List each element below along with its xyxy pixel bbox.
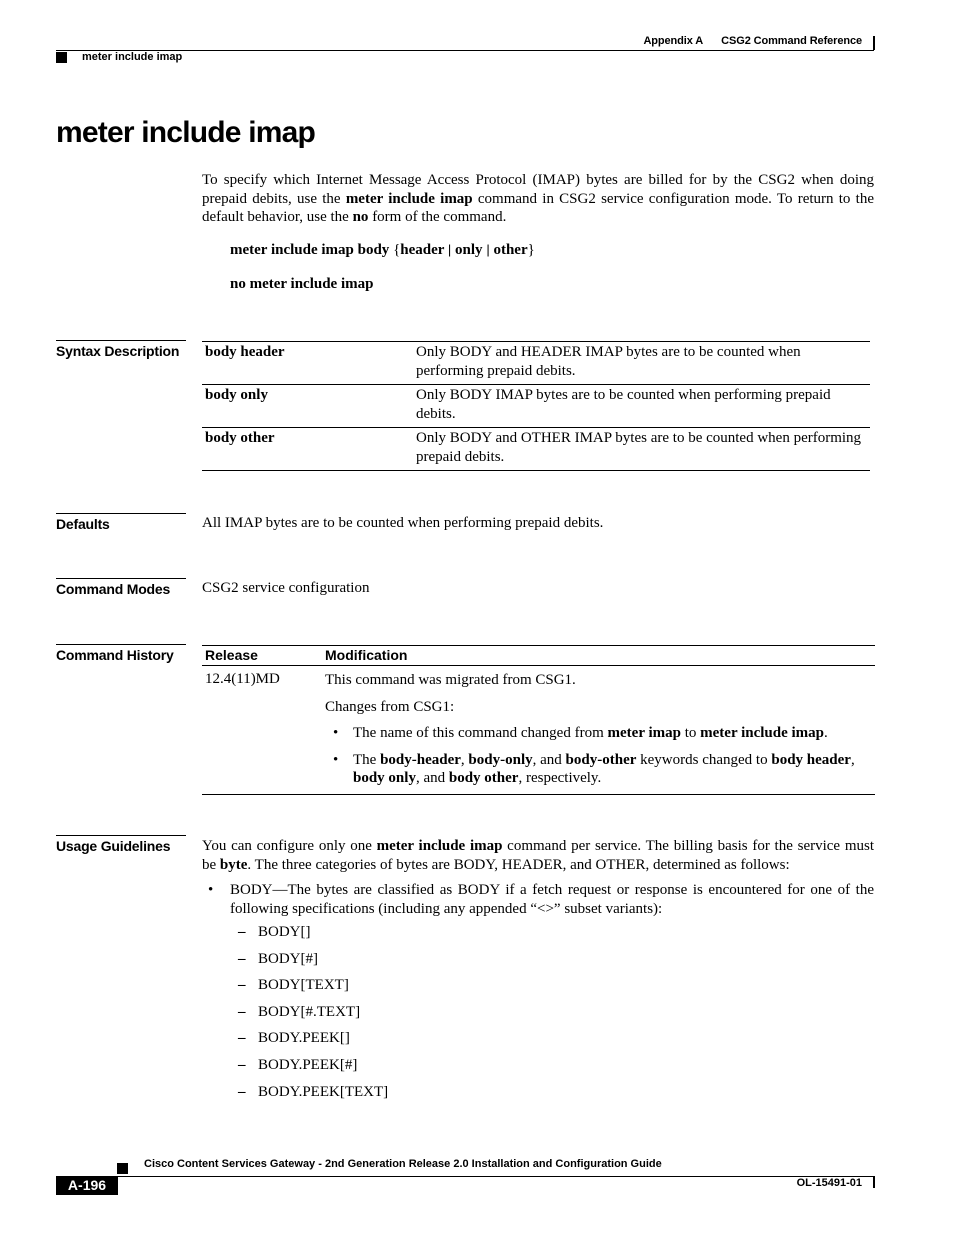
table-row (202, 427, 870, 471)
defaults-text: All IMAP bytes are to be counted when performing prepaid debits. (202, 515, 604, 531)
appendix-label: Appendix A (643, 35, 704, 47)
section-command-history: Command History (56, 644, 186, 663)
table-row (202, 666, 875, 794)
footer-bar (873, 1176, 875, 1188)
command-syntax: meter include imap body {header | only | other} (230, 242, 535, 258)
header-bar (873, 36, 875, 50)
command-modes-text: CSG2 service configuration (202, 580, 370, 596)
description-cell: Only BODY and HEADER IMAP bytes are to be counted when performing prepaid debits. (416, 344, 801, 379)
no-form-syntax: no meter include imap (230, 276, 374, 292)
description-cell: Only BODY and OTHER IMAP bytes are to be counted when performing prepaid debits. (416, 430, 862, 465)
usage-guidelines-body (202, 837, 874, 1109)
list-item: – BODY[TEXT] (230, 976, 874, 1003)
list-item: • The body-header, body-only, and body-other keywords changed to body header, body only, and body other, respectively. (325, 751, 875, 788)
chapter-label: CSG2 Command Reference (721, 35, 862, 47)
history-table (202, 645, 875, 795)
table-header-row (202, 646, 875, 666)
running-header (643, 35, 862, 47)
table-row (202, 384, 870, 427)
column-header-modification: Modification (325, 647, 408, 663)
syntax-table (202, 341, 870, 471)
usage-paragraph: You can configure only one meter include imap command per service. The billing basis for the service must be byte. The three categories of bytes are BODY, HEADER, and OTHER, determined as follows: (202, 838, 874, 873)
footer-marker (117, 1163, 128, 1174)
section-syntax-description: Syntax Description (56, 340, 186, 359)
section-defaults: Defaults (56, 513, 186, 532)
section-usage-guidelines: Usage Guidelines (56, 835, 186, 854)
footer-rule (56, 1176, 874, 1177)
list-item: – BODY[] (230, 923, 874, 950)
modification-cell (325, 671, 875, 788)
keyword-cell: body other (205, 430, 275, 446)
section-command-modes: Command Modes (56, 578, 186, 597)
list-item: • The name of this command changed from meter imap to meter include imap. (325, 724, 875, 743)
list-item: – BODY[#] (230, 950, 874, 977)
list-item: – BODY.PEEK[TEXT] (230, 1083, 874, 1110)
modification-line: This command was migrated from CSG1. (325, 672, 576, 688)
keyword-cell: body only (205, 387, 268, 403)
list-item: • BODY—The bytes are classified as BODY if a fetch request or response is encountered for one of the following specifications (including any appended “<>” subset variants): (202, 881, 874, 918)
body-spec-list (230, 923, 874, 1109)
list-item: – BODY.PEEK[] (230, 1029, 874, 1056)
intro-paragraph: To specify which Internet Message Access Protocol (IMAP) bytes are billed for by the CSG2 when doing prepaid debits, use the meter include imap command in CSG2 service configuration mode. To return to the default behavior, use the no form of the command. (202, 172, 874, 225)
document-number: OL-15491-01 (796, 1177, 862, 1189)
header-marker (56, 52, 67, 63)
list-item: – BODY.PEEK[#] (230, 1056, 874, 1083)
description-cell: Only BODY IMAP bytes are to be counted when performing prepaid debits. (416, 387, 831, 422)
keyword-cell: body header (205, 344, 285, 360)
guide-title: Cisco Content Services Gateway - 2nd Generation Release 2.0 Installation and Configuration Guide (144, 1158, 662, 1170)
modification-line: Changes from CSG1: (325, 698, 455, 715)
page-number: A-196 (56, 1176, 118, 1195)
column-header-release: Release (205, 647, 258, 663)
release-cell: 12.4(11)MD (205, 671, 280, 687)
table-row (202, 341, 870, 384)
list-item: – BODY[#.TEXT] (230, 1003, 874, 1030)
running-title: meter include imap (82, 51, 183, 63)
page-title: meter include imap (56, 116, 316, 149)
